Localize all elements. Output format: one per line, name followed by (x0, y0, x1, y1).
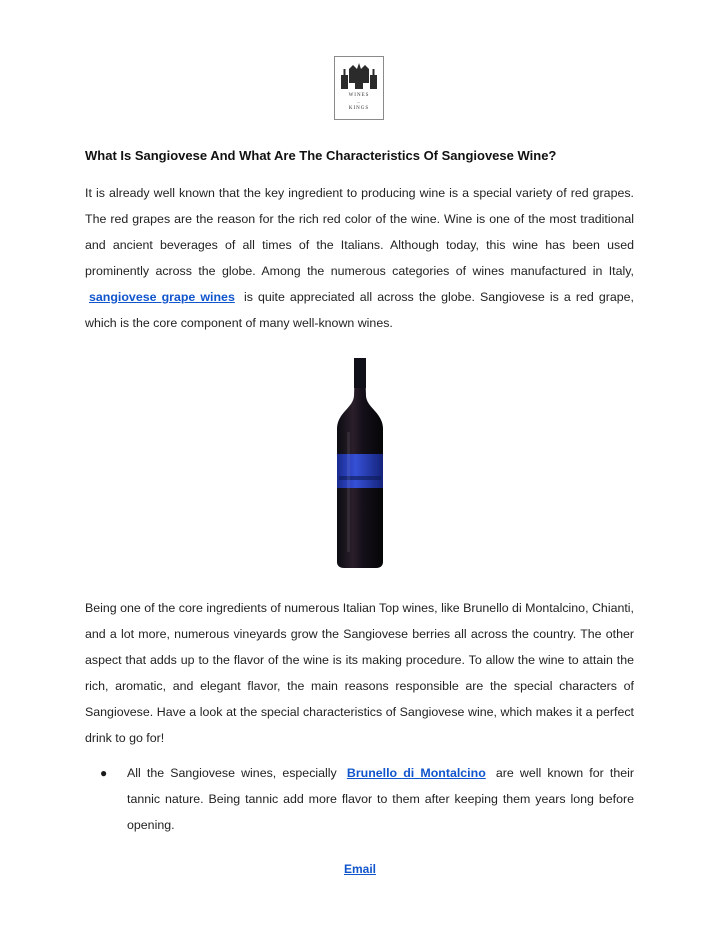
sangiovese-grape-wines-link[interactable]: sangiovese grape wines (89, 290, 235, 304)
bullet-text-after-link: are well known for their tannic nature. Being tannic add more flavor to them after keeping them years long before opening. (127, 766, 634, 832)
bullet-text-before-link: All the Sangiovese wines, especially (127, 766, 337, 780)
brunello-di-montalcino-link[interactable]: Brunello di Montalcino (346, 766, 486, 780)
bullet-marker: ● (100, 766, 108, 780)
email-link[interactable]: Email (343, 862, 376, 876)
intro-text-after-link: is quite appreciated all across the globe. Sangiovese is a red grape, which is the core component of many well-known wines. (85, 290, 634, 330)
wine-bottle-image (330, 356, 390, 570)
logo-line-1: WINES (348, 93, 370, 98)
email-footer (0, 862, 720, 876)
wines-of-kings-logo (334, 56, 384, 120)
logo-ornament: ~ (357, 100, 361, 105)
bullet-text (127, 760, 634, 838)
intro-paragraph (85, 180, 634, 336)
logo-line-2: KINGS (348, 106, 370, 111)
characteristics-paragraph: Being one of the core ingredients of numerous Italian Top wines, like Brunello di Montalcino, Chianti, and a lot more, numerous vineyards grow the Sangiovese berries all across the country. The other aspect that adds up to the flavor of the wine is its making procedure. To allow the wine to attain the rich, aromatic, and elegant flavor, the main reasons responsible are the special characters of Sangiovese. Have a look at the special characteristics of Sangiovese wine, which makes it a perfect drink to go for! (85, 601, 634, 745)
article-title: What Is Sangiovese And What Are The Characteristics Of Sangiovese Wine? (85, 148, 557, 163)
intro-text-before-link: It is already well known that the key ingredient to producing wine is a special variety of red grapes. The red grapes are the reason for the rich red color of the wine. Wine is one of the most traditional and ancient beverages of all times of the Italians. Although today, this wine has been used prominently across the globe. Among the numerous categories of wines manufactured in Italy, (85, 186, 634, 278)
